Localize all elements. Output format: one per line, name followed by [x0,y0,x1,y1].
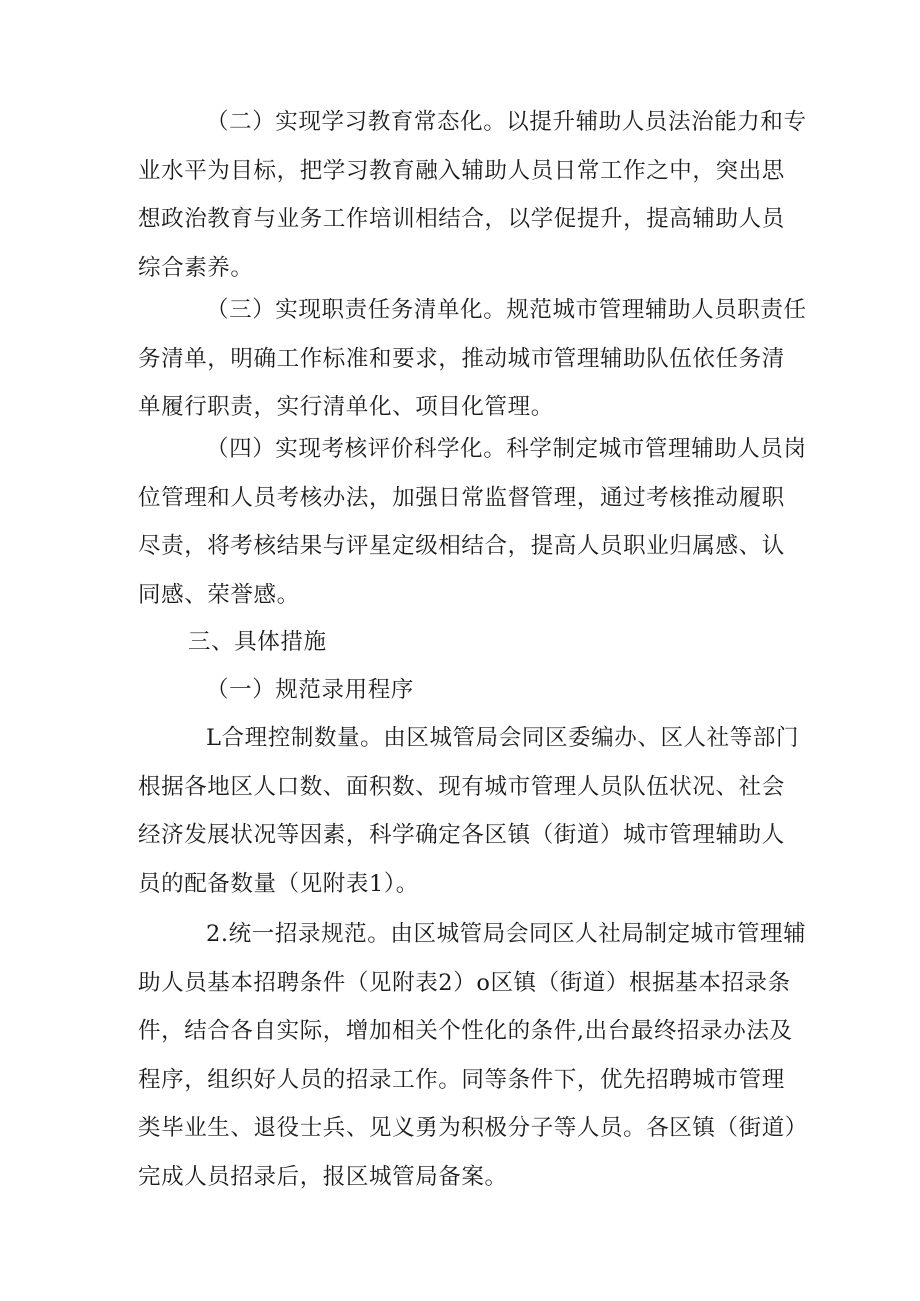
paragraph-control-quantity [138,714,798,908]
text-line: 助人员基本招聘条件（见附表2）o区镇（街道）根据基本招录条 [138,969,791,996]
text-line: 尽责，将考核结果与评星定级相结合，提高人员职业归属感、认 [138,533,785,559]
paragraph-learning-education [138,98,807,292]
section-heading-measures [138,618,798,667]
text-line: （三）实现职责任务清单化。规范城市管理辅助人员职责任 [206,297,807,323]
heading-text: 三、具体措施 [188,629,327,655]
text-line: 位管理和人员考核办法，加强日常监督管理，通过考核推动履职 [138,484,785,511]
text-line: 类毕业生、退役士兵、见义勇为积极分子等人员。各区镇（街道） [138,1115,808,1141]
text-line: （四）实现考核评价科学化。科学制定城市管理辅助人员岗 [206,436,807,462]
text-line: L合理控制数量。由区城管局会同区委编办、区人社等部门 [206,725,800,751]
text-line: 根据各地区人口数、面积数、现有城市管理人员队伍状况、社会 [138,773,785,800]
text-line: 2.统一招录规范。由区城管局会同区人社局制定城市管理辅 [206,921,807,947]
text-line: 完成人员招录后，报区城管局备案。 [138,1163,508,1190]
text-line: 同感、荣誉感。 [138,581,300,608]
paragraph-unified-recruitment [138,910,808,1201]
text-line: 员的配备数量（见附表1）。 [138,870,419,897]
text-line: 业水平为目标，把学习教育融入辅助人员日常工作之中，突出思 [138,157,785,184]
text-line: 想政治教育与业务工作培训相结合，以学促提升，提高辅助人员 [138,206,785,232]
text-line: （二）实现学习教育常态化。以提升辅助人员法治能力和专 [206,109,807,135]
text-line: 经济发展状况等因素，科学确定各区镇（街道）城市管理辅助人 [138,822,785,848]
text-line: 件，结合各自实际，增加相关个性化的条件,出台最终招录办法及 [138,1018,793,1044]
paragraph-assessment [138,425,807,619]
text-line: 单履行职责，实行清单化、项目化管理。 [138,394,554,420]
heading-text: （一）规范录用程序 [206,677,414,703]
subsection-heading-recruitment [138,666,798,715]
text-line: 综合素养。 [138,254,254,281]
text-line: 务清单，明确工作标准和要求，推动城市管理辅助队伍依任务清 [138,345,785,372]
text-line: 程序，组织好人员的招录工作。同等条件下，优先招聘城市管理 [138,1066,785,1093]
paragraph-duty-checklist [138,286,807,432]
